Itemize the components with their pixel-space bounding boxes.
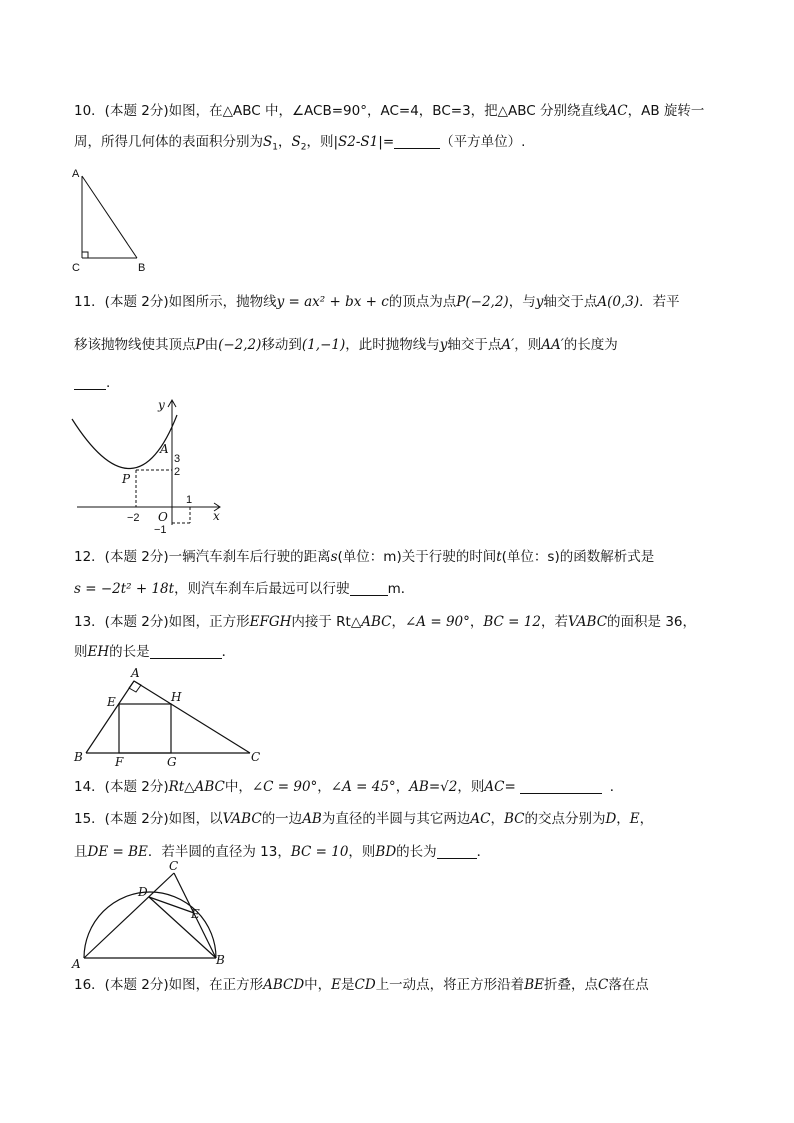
q12-line2: s = −2t² + 18t，则汽车刹车后最远可以行驶 m． [74,581,415,597]
q16-line: 16．(本题 2分)如图，在正方形ABCD中，E是CD上一动点，将正方形沿着BE折叠，点C落在点 [74,977,649,993]
answer-blank[interactable] [437,844,477,859]
label-O: O [158,510,168,524]
tick-minus-2: −2 [127,512,140,524]
q10-line2: 周，所得几何体的表面积分别为$S_1$，$S_2$，则|S2-S1|= （平方单位）. [74,134,526,153]
q15-line2: 且DE = BE．若半圆的直径为 13，BC = 10，则BD的长为 ． [74,844,491,860]
axis-label-y: y [158,398,165,412]
q14-line: 14．(本题 2分)Rt△ABC中，∠C = 90°，∠A = 45°，AB=√2，则AC= ． [74,779,624,795]
q13-line1: 13．(本题 2分)如图，正方形EFGH内接于 Rt△ABC，∠A = 90°，BC = 12，若VABC的面积是 36， [74,614,697,630]
label-B: B [216,953,225,967]
label-H: H [171,690,182,704]
q11-line3: . [74,374,110,392]
answer-blank[interactable] [150,644,222,659]
label-A: A [160,442,169,456]
q13-line2: 则EH的长是 ． [74,644,236,660]
label-F: F [115,755,124,769]
tick-1: 1 [186,494,193,506]
answer-blank[interactable] [350,581,388,596]
label-D: D [138,885,148,899]
label-A: A [131,666,140,680]
label-P: P [122,472,131,486]
axis-label-x: x [213,509,220,523]
answer-blank[interactable] [520,779,602,794]
q13-square-in-triangle-figure [70,665,270,770]
q11-line1: 11．(本题 2分)如图所示，抛物线y = ax² + bx + c的顶点为点P(−2,2)，与y轴交于点A(0,3)．若平 [74,294,680,310]
answer-blank[interactable] [74,375,106,390]
q12-line1: 12．(本题 2分)一辆汽车刹车后行驶的距离s(单位：m)关于行驶的时间t(单位：s)的函数解析式是 [74,549,655,565]
label-B: B [138,262,146,274]
tick-3: 3 [174,453,181,465]
label-G: G [167,755,177,769]
label-B: B [74,750,83,764]
label-C: C [169,859,179,873]
label-C: C [251,750,261,764]
tick-2: 2 [174,466,181,478]
q10-line1: 10．(本题 2分)如图，在△ABC 中，∠ACB=90°，AC=4，BC=3，把△ABC 分别绕直线AC，AB 旋转一 [74,103,705,119]
label-C: C [72,262,80,274]
answer-blank[interactable] [394,134,440,149]
q15-line1: 15．(本题 2分)如图，以VABC的一边AB为直径的半圆与其它两边AC，BC的交点分别为D，E， [74,811,654,827]
label-A: A [72,957,81,971]
q15-semicircle-figure [70,860,230,972]
q11-line2: 移该抛物线使其顶点P由(−2,2)移动到(1,−1)，此时抛物线与y轴交于点A′，则AA′的长度为 [74,337,618,353]
q10-triangle-figure [70,166,160,276]
q11-parabola-figure [70,395,230,535]
label-E: E [191,907,200,921]
label-A: A [72,168,80,180]
tick-minus-1: −1 [154,524,167,536]
label-E: E [107,695,116,709]
